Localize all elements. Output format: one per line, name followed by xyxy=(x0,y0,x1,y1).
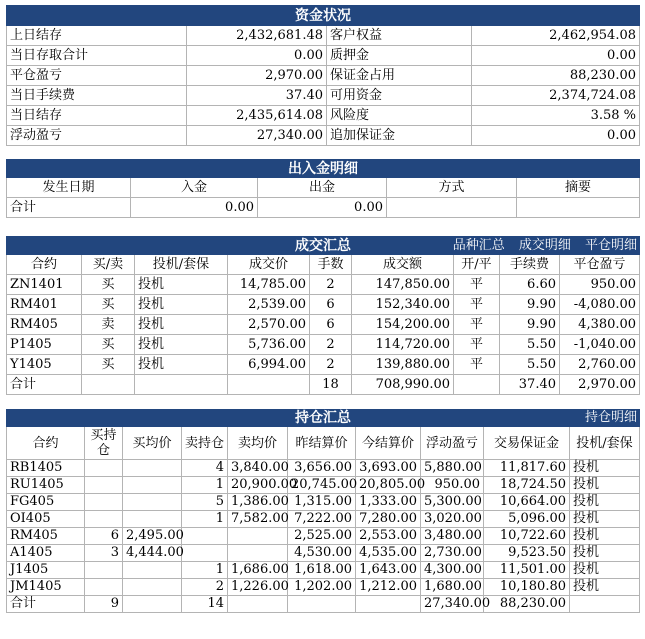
amount-total: 708,990.00 xyxy=(352,375,454,395)
capital-label: 追加保证金 xyxy=(327,126,472,146)
capital-value: 2,374,724.08 xyxy=(472,86,640,106)
contract: P1405 xyxy=(7,335,82,355)
buy-avg xyxy=(123,494,182,511)
capital-value: 88,230.00 xyxy=(472,66,640,86)
capital-value: 2,435,614.08 xyxy=(187,106,327,126)
contract: RM401 xyxy=(7,295,82,315)
capital-row xyxy=(7,46,640,66)
margin: 9,523.50 xyxy=(484,545,570,562)
empty-cell xyxy=(228,375,310,395)
capital-label: 当日手续费 xyxy=(7,86,187,106)
contract: RU1405 xyxy=(7,477,85,494)
buy-position xyxy=(85,579,123,596)
capital-value: 27,340.00 xyxy=(187,126,327,146)
float-pnl: 3,020.00 xyxy=(421,511,484,528)
amount: 114,720.00 xyxy=(352,335,454,355)
sell-avg xyxy=(228,528,288,545)
margin: 10,722.60 xyxy=(484,528,570,545)
capital-value: 0.00 xyxy=(472,46,640,66)
today-settle: 4,535.00 xyxy=(356,545,421,562)
buy-position xyxy=(85,562,123,579)
column-header: 买持仓 xyxy=(85,427,123,460)
product-summary-link[interactable]: 品种汇总 xyxy=(452,237,505,253)
side: 买 xyxy=(82,335,135,355)
lots: 2 xyxy=(310,355,352,375)
buy-avg: 2,495.00 xyxy=(123,528,182,545)
capital-value: 2,970.00 xyxy=(187,66,327,86)
sell-position: 2 xyxy=(182,579,228,596)
capital-value: 3.58 % xyxy=(472,106,640,126)
column-header: 交易保证金 xyxy=(484,427,570,460)
side: 买 xyxy=(82,295,135,315)
empty-cell xyxy=(387,198,517,218)
float-pnl: 2,730.00 xyxy=(421,545,484,562)
prev-settle: 7,222.00 xyxy=(288,511,356,528)
prev-settle: 1,315.00 xyxy=(288,494,356,511)
hedge-type: 投机 xyxy=(570,460,640,477)
close-pnl: 4,380.00 xyxy=(560,315,640,335)
buy-position xyxy=(85,494,123,511)
trades-title: 成交汇总 xyxy=(295,237,352,254)
prev-settle: 3,656.00 xyxy=(288,460,356,477)
price: 14,785.00 xyxy=(228,275,310,295)
capital-row xyxy=(7,26,640,46)
buy-avg xyxy=(123,511,182,528)
empty-cell xyxy=(123,596,182,613)
holding-detail-link[interactable]: 持仓明细 xyxy=(584,410,637,425)
pnl-total: 2,970.00 xyxy=(560,375,640,395)
open-close: 平 xyxy=(454,295,500,315)
fee: 9.90 xyxy=(500,295,560,315)
capital-title: 资金状况 xyxy=(295,7,351,24)
column-header: 出金 xyxy=(258,178,387,198)
float-pnl: 3,480.00 xyxy=(421,528,484,545)
capital-value: 0.00 xyxy=(187,46,327,66)
empty-cell xyxy=(82,375,135,395)
float-pnl: 5,880.00 xyxy=(421,460,484,477)
deposit-header-row xyxy=(7,178,640,198)
sell-avg: 1,386.00 xyxy=(228,494,288,511)
table-row xyxy=(7,579,640,596)
prev-settle: 1,618.00 xyxy=(288,562,356,579)
margin: 18,724.50 xyxy=(484,477,570,494)
holdings-header-row xyxy=(7,427,640,460)
capital-label: 保证金占用 xyxy=(327,66,472,86)
table-row xyxy=(7,528,640,545)
trade-detail-link[interactable]: 成交明细 xyxy=(518,237,571,253)
buy-position: 6 xyxy=(85,528,123,545)
buy-avg xyxy=(123,460,182,477)
sell-avg: 1,686.00 xyxy=(228,562,288,579)
trades-total-row xyxy=(7,375,640,395)
table-row xyxy=(7,460,640,477)
table-row xyxy=(7,511,640,528)
hedge-type: 投机 xyxy=(135,295,228,315)
capital-row xyxy=(7,126,640,146)
contract: A1405 xyxy=(7,545,85,562)
deposit-in-total: 0.00 xyxy=(131,198,258,218)
side: 买 xyxy=(82,275,135,295)
open-close: 平 xyxy=(454,315,500,335)
today-settle: 20,805.00 xyxy=(356,477,421,494)
margin: 10,180.80 xyxy=(484,579,570,596)
hedge-type: 投机 xyxy=(570,511,640,528)
deposit-title: 出入金明细 xyxy=(288,160,358,177)
empty-cell xyxy=(288,596,356,613)
holdings-table xyxy=(6,409,640,613)
column-header: 卖持仓 xyxy=(182,427,228,460)
contract: J1405 xyxy=(7,562,85,579)
holdings-total-row xyxy=(7,596,640,613)
column-header: 今结算价 xyxy=(356,427,421,460)
float-total: 27,340.00 xyxy=(421,596,484,613)
capital-label: 上日结存 xyxy=(7,26,187,46)
buy-avg xyxy=(123,562,182,579)
column-header: 手续费 xyxy=(500,255,560,275)
sell-position: 1 xyxy=(182,562,228,579)
column-header: 方式 xyxy=(387,178,517,198)
empty-cell xyxy=(454,375,500,395)
float-pnl: 1,680.00 xyxy=(421,579,484,596)
holdings-title: 持仓汇总 xyxy=(295,410,351,426)
open-close: 平 xyxy=(454,355,500,375)
close-pnl: -4,080.00 xyxy=(560,295,640,315)
column-header: 合约 xyxy=(7,255,82,275)
close-pnl: 950.00 xyxy=(560,275,640,295)
table-row xyxy=(7,562,640,579)
lots: 6 xyxy=(310,315,352,335)
capital-value: 2,462,954.08 xyxy=(472,26,640,46)
sell-position: 5 xyxy=(182,494,228,511)
capital-label: 质押金 xyxy=(327,46,472,66)
buy-position xyxy=(85,460,123,477)
capital-label: 浮动盈亏 xyxy=(7,126,187,146)
column-header: 买均价 xyxy=(123,427,182,460)
lots: 6 xyxy=(310,295,352,315)
prev-settle: 2,525.00 xyxy=(288,528,356,545)
deposit-title-bar xyxy=(7,160,640,178)
deposit-out-total: 0.00 xyxy=(258,198,387,218)
empty-cell xyxy=(356,596,421,613)
buy-position xyxy=(85,511,123,528)
capital-value: 2,432,681.48 xyxy=(187,26,327,46)
prev-settle: 4,530.00 xyxy=(288,545,356,562)
column-header: 浮动盈亏 xyxy=(421,427,484,460)
table-row xyxy=(7,355,640,375)
margin-total: 88,230.00 xyxy=(484,596,570,613)
amount: 152,340.00 xyxy=(352,295,454,315)
trades-header-row xyxy=(7,255,640,275)
hedge-type: 投机 xyxy=(135,315,228,335)
margin: 10,664.00 xyxy=(484,494,570,511)
margin: 5,096.00 xyxy=(484,511,570,528)
contract: Y1405 xyxy=(7,355,82,375)
contract: JM1405 xyxy=(7,579,85,596)
contract: RM405 xyxy=(7,528,85,545)
sell-avg: 1,226.00 xyxy=(228,579,288,596)
empty-cell xyxy=(228,596,288,613)
table-row xyxy=(7,335,640,355)
contract: RB1405 xyxy=(7,460,85,477)
capital-title-bar xyxy=(7,6,640,26)
column-header: 成交额 xyxy=(352,255,454,275)
sell-avg: 7,582.00 xyxy=(228,511,288,528)
total-label: 合计 xyxy=(7,375,82,395)
total-label: 合计 xyxy=(7,198,131,218)
column-header: 合约 xyxy=(7,427,85,460)
side: 卖 xyxy=(82,315,135,335)
buy-avg: 4,444.00 xyxy=(123,545,182,562)
open-close: 平 xyxy=(454,335,500,355)
fee: 5.50 xyxy=(500,335,560,355)
holdings-links xyxy=(575,410,637,426)
price: 2,539.00 xyxy=(228,295,310,315)
table-row xyxy=(7,494,640,511)
capital-label: 平仓盈亏 xyxy=(7,66,187,86)
hedge-type: 投机 xyxy=(135,335,228,355)
hedge-type: 投机 xyxy=(135,355,228,375)
prev-settle: 20,745.00 xyxy=(288,477,356,494)
column-header: 卖均价 xyxy=(228,427,288,460)
deposit-table xyxy=(6,159,640,218)
trades-table xyxy=(6,236,640,395)
contract: FG405 xyxy=(7,494,85,511)
column-header: 开/平 xyxy=(454,255,500,275)
price: 5,736.00 xyxy=(228,335,310,355)
hedge-type: 投机 xyxy=(135,275,228,295)
buy-position: 3 xyxy=(85,545,123,562)
sell-avg: 3,840.00 xyxy=(228,460,288,477)
close-detail-link[interactable]: 平仓明细 xyxy=(585,237,638,253)
sell-position: 1 xyxy=(182,511,228,528)
today-settle: 2,553.00 xyxy=(356,528,421,545)
hedge-type: 投机 xyxy=(570,562,640,579)
column-header: 手数 xyxy=(310,255,352,275)
fee: 5.50 xyxy=(500,355,560,375)
column-header: 买/卖 xyxy=(82,255,135,275)
close-pnl: 2,760.00 xyxy=(560,355,640,375)
float-pnl: 4,300.00 xyxy=(421,562,484,579)
hedge-type: 投机 xyxy=(570,528,640,545)
prev-settle: 1,202.00 xyxy=(288,579,356,596)
capital-label: 可用资金 xyxy=(327,86,472,106)
buy-position xyxy=(85,477,123,494)
table-row xyxy=(7,477,640,494)
sell-position: 4 xyxy=(182,460,228,477)
price: 2,570.00 xyxy=(228,315,310,335)
float-pnl: 950.00 xyxy=(421,477,484,494)
capital-label: 当日结存 xyxy=(7,106,187,126)
hedge-type: 投机 xyxy=(570,579,640,596)
column-header: 投机/套保 xyxy=(135,255,228,275)
contract: RM405 xyxy=(7,315,82,335)
open-close: 平 xyxy=(454,275,500,295)
sell-position xyxy=(182,528,228,545)
empty-cell xyxy=(517,198,640,218)
table-row xyxy=(7,315,640,335)
capital-value: 0.00 xyxy=(472,126,640,146)
today-settle: 1,643.00 xyxy=(356,562,421,579)
holdings-title-bar xyxy=(7,410,640,427)
buy-avg xyxy=(123,477,182,494)
column-header: 成交价 xyxy=(228,255,310,275)
amount: 139,880.00 xyxy=(352,355,454,375)
fee: 9.90 xyxy=(500,315,560,335)
column-header: 平仓盈亏 xyxy=(560,255,640,275)
amount: 147,850.00 xyxy=(352,275,454,295)
empty-cell xyxy=(570,596,640,613)
column-header: 昨结算价 xyxy=(288,427,356,460)
margin: 11,817.60 xyxy=(484,460,570,477)
total-label: 合计 xyxy=(7,596,85,613)
today-settle: 1,333.00 xyxy=(356,494,421,511)
capital-label: 风险度 xyxy=(327,106,472,126)
table-row xyxy=(7,545,640,562)
margin: 11,501.00 xyxy=(484,562,570,579)
sell-position: 1 xyxy=(182,477,228,494)
sell-avg: 20,900.00 xyxy=(228,477,288,494)
trades-title-bar xyxy=(7,237,640,255)
capital-label: 客户权益 xyxy=(327,26,472,46)
contract: OI405 xyxy=(7,511,85,528)
capital-value: 37.40 xyxy=(187,86,327,106)
table-row xyxy=(7,275,640,295)
close-pnl: -1,040.00 xyxy=(560,335,640,355)
today-settle: 3,693.00 xyxy=(356,460,421,477)
capital-row xyxy=(7,106,640,126)
today-settle: 7,280.00 xyxy=(356,511,421,528)
table-row xyxy=(7,295,640,315)
float-pnl: 5,300.00 xyxy=(421,494,484,511)
buy-avg xyxy=(123,579,182,596)
hedge-type: 投机 xyxy=(570,545,640,562)
contract: ZN1401 xyxy=(7,275,82,295)
side: 买 xyxy=(82,355,135,375)
price: 6,994.00 xyxy=(228,355,310,375)
column-header: 发生日期 xyxy=(7,178,131,198)
column-header: 摘要 xyxy=(517,178,640,198)
column-header: 入金 xyxy=(131,178,258,198)
hedge-type: 投机 xyxy=(570,477,640,494)
sell-position xyxy=(182,545,228,562)
capital-row xyxy=(7,66,640,86)
empty-cell xyxy=(135,375,228,395)
capital-row xyxy=(7,86,640,106)
amount: 154,200.00 xyxy=(352,315,454,335)
buy-total: 9 xyxy=(85,596,123,613)
sell-avg xyxy=(228,545,288,562)
lots: 2 xyxy=(310,335,352,355)
fee-total: 37.40 xyxy=(500,375,560,395)
hedge-type: 投机 xyxy=(570,494,640,511)
sell-total: 14 xyxy=(182,596,228,613)
column-header: 投机/套保 xyxy=(570,427,640,460)
trades-links xyxy=(443,238,637,254)
capital-label: 当日存取合计 xyxy=(7,46,187,66)
today-settle: 1,212.00 xyxy=(356,579,421,596)
capital-summary-table xyxy=(6,5,640,146)
lots: 2 xyxy=(310,275,352,295)
lots-total: 18 xyxy=(310,375,352,395)
fee: 6.60 xyxy=(500,275,560,295)
deposit-total-row xyxy=(7,198,640,218)
